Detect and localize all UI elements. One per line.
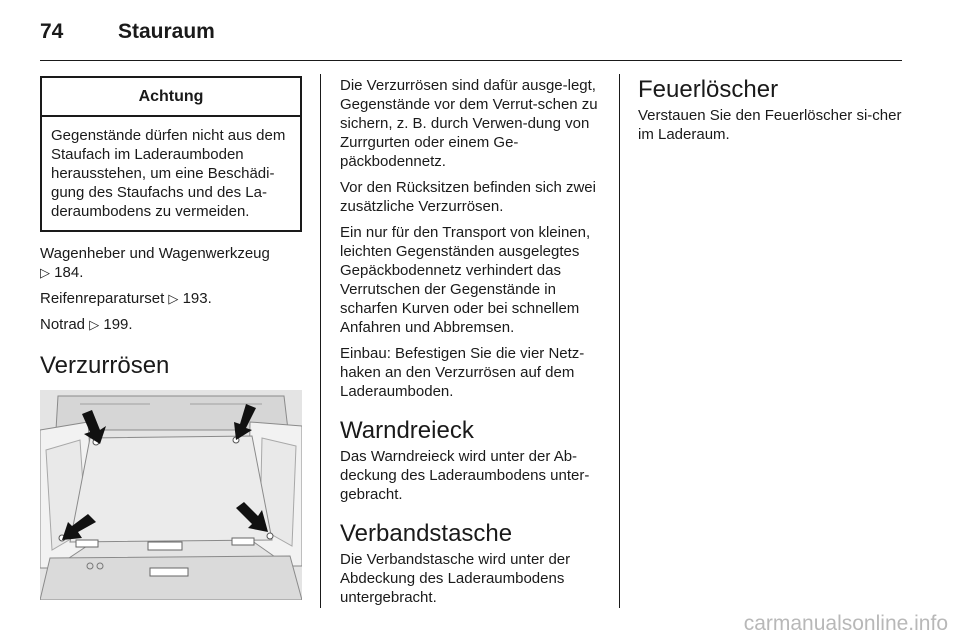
column-divider — [320, 74, 321, 608]
paragraph: Die Verbandstasche wird unter der Abdeckung des Laderaumbodens untergebracht. — [340, 551, 571, 606]
column-right — [638, 76, 902, 144]
triangle-right-icon: ▷ — [40, 265, 50, 280]
section-heading-feuerloescher: Feuerlöscher — [638, 76, 779, 103]
warning-title: Achtung — [42, 78, 300, 117]
column-left — [40, 76, 302, 600]
paragraph: Verstauen Sie den Feuerlöscher si-cher im Laderaum. — [638, 107, 902, 143]
triangle-right-icon: ▷ — [89, 317, 100, 332]
paragraph: Die Verzurrösen sind dafür ausge-legt, Gegenstände vor dem Verrut-schen zu sichern, z. B. durch Verwen-dung von Zurrgurten oder einem Ge-päckbodennetz. — [340, 77, 598, 170]
watermark: carmanualsonline.info — [743, 612, 948, 635]
warning-text: Gegenstände dürfen nicht aus dem Staufach im Laderaumboden herausstehen, um eine Beschädi-gung des Staufachs und des La-deraumbodens zu vermeiden. — [51, 127, 286, 220]
header-rule — [40, 60, 902, 61]
section-heading-verzurroesen: Verzurrösen — [40, 352, 170, 379]
cargo-area-illustration — [40, 390, 302, 600]
page-title: Stauraum — [118, 20, 215, 43]
reference-label: Reifenreparaturset — [40, 290, 165, 307]
paragraph: Einbau: Befestigen Sie die vier Netz-haken an den Verzurrösen auf dem Laderaumboden. — [340, 345, 585, 400]
paragraph: Das Warndreieck wird unter der Ab-deckung des Laderaumbodens unter-gebracht. — [340, 448, 590, 503]
warning-box — [40, 76, 302, 232]
section-heading-verbandstasche: Verbandstasche — [340, 520, 513, 547]
page-reference-link[interactable]: 193. — [182, 290, 212, 307]
reference-label: Notrad — [40, 316, 86, 333]
cross-reference-tyre-kit — [40, 289, 302, 308]
page-number: 74 — [40, 20, 64, 43]
paragraph: Ein nur für den Transport von kleinen, leichten Gegenständen ausgelegtes Gepäckbodennetz verhindert das Verrutschen der Gegenstände in scharfen Kurven oder bei schnellem Anfahren und Abbremsen. — [340, 224, 591, 336]
cross-reference-spare-wheel — [40, 315, 302, 334]
column-divider — [619, 74, 620, 608]
paragraph: Vor den Rücksitzen befinden sich zwei zusätzliche Verzurrösen. — [340, 179, 596, 215]
cargo-area-drawing — [40, 390, 302, 600]
cross-reference-jack — [40, 244, 302, 282]
column-middle — [340, 76, 604, 607]
section-heading-warndreieck: Warndreieck — [340, 417, 474, 444]
page-reference-link[interactable]: 199. — [103, 316, 133, 333]
page-reference-link[interactable]: 184. — [54, 264, 84, 281]
triangle-right-icon: ▷ — [168, 291, 179, 306]
reference-label: Wagenheber und Wagenwerkzeug — [40, 245, 270, 262]
